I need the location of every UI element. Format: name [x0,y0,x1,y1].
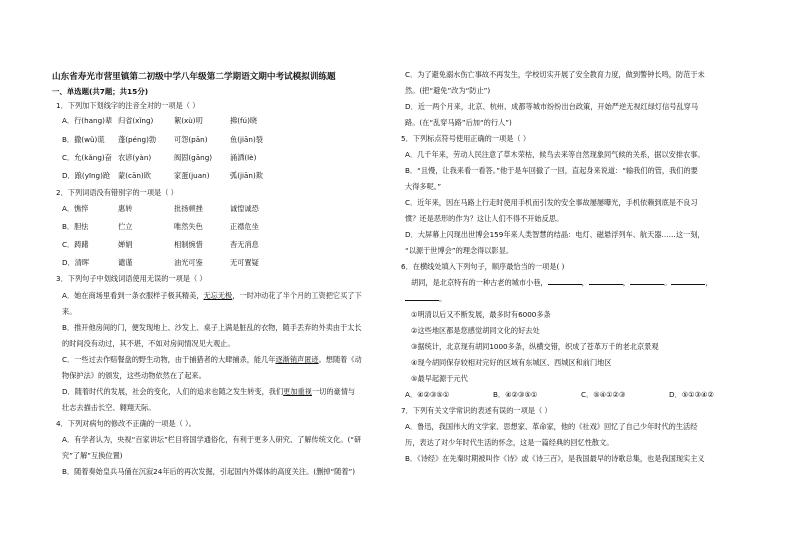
q7-option-a-cont: 历，表达了对少年时代生活的怀念，这是一篇经典的回忆性散文。 [405,438,614,447]
q1-row-c [62,153,286,163]
option: 絮(xù)叨 [174,116,203,125]
q6-options [405,390,739,400]
question-7: 7．下列有关文学常识的表述有误的一项是（ ） [401,406,552,415]
q4-option-c-cont: 然。(把“避免”改为“防止”) [405,86,491,95]
q1-row-b [62,135,286,145]
option: 蓬(péng)勃 [118,135,157,144]
q2-row-d [62,258,286,268]
option-text: C．一些过去作赔餐盘的野生动物，由于捕猎者的大肆捕杀，能几年 [62,355,276,364]
passage-text: 。 [439,294,447,303]
option: 诚惶诚恐 [230,204,259,213]
option: D．清晖 [62,258,90,267]
option: 可怨(pān) [174,135,208,144]
option: 农谚(yàn) [118,153,152,162]
fill-blank [630,278,664,285]
question-4: 4．下列对病句的修改不正确的一项是（ ）。 [56,419,196,428]
q3-option-a [62,291,362,301]
option: C．⑤④①②③ [581,390,626,399]
option: 家蛋(juan) [174,171,210,180]
page-title: 山东省寿光市营里镇第二初级中学八年级第二学期语文期中考试模拟训练题 [52,72,336,82]
question-3: 3．下列句子中划线词语使用无误的一项是（ ） [56,274,207,283]
option-text: 一切的豪情与 [311,387,356,396]
option-text: 。想随着《动 [318,355,362,364]
question-6: 6．在横线处填入下列句子，顺序最恰当的一项是( ) [401,262,565,271]
option: 伫立 [118,222,133,231]
q4-option-d: D．近一两个月来，北京、杭州、成都等城市纷纷出台政策，开始严逆无视红绿灯信号乱穿马 [405,102,699,111]
q1-row-d [62,171,286,181]
option: 谴谨 [118,258,133,267]
q4-option-c: C．为了避免溺水伤亡事故不再发生，学校切实开展了安全教育力度，做到警钟长鸣，防范于未 [405,70,705,79]
q4-option-b: B．随着奏始皇兵马俑在沉寂24年后的再次发掘，引起国内外媒体的高度关注。(删掉“随着”) [62,467,356,476]
option: C．允(kǎng)奋 [62,153,112,162]
q6-passage-end [405,294,446,304]
option: 蒙(cān)欧 [118,171,151,180]
q2-row-b [62,222,286,232]
option: 归省(xǐng) [118,116,154,125]
option: A．④②③⑤① [405,390,450,399]
q3-option-b-cont: 的时间没有动过，其不堪，不如对房间情况见大观止。 [62,339,235,348]
option: D．⑤①③④② [669,390,714,399]
option: 弧(jiān)欺 [230,171,263,180]
option: D．踉(yīng)跄 [62,171,111,180]
option: A．憔悴 [62,204,89,213]
q4-option-a: A．有学者认为，央视“百家讲坛”栏目将国学通俗化，有利于更多人研究、了解传统文化。(“研 [62,435,362,444]
fill-blank [405,294,439,301]
fill-blank [548,278,582,285]
option-text: D．随着时代的发展，社会的变化，人们的追求也随之发生转变，我们 [62,387,284,396]
q2-row-c [62,240,286,250]
q3-option-c [62,355,362,365]
q6-item: ①明清以后又不断发展，最多时有6000多条 [411,310,551,319]
option-text: A．她在商场里看到一条衣服样子极其精美， [62,291,204,300]
q1-row-a [62,116,286,126]
fill-blank [589,278,623,285]
option: 涌洒(lè) [230,153,257,162]
fill-blank [671,278,705,285]
option: 鱼(jiān)裂 [230,135,263,144]
underlined-phrase: 逐渐销声匿迹 [275,355,319,364]
q4-option-a-cont: 究”了解”互换位置) [62,451,123,460]
q6-passage: 胡同，是北京特有的一种古老的城市小巷， ， ， 。 ， [411,278,713,287]
underlined-phrase: 更加重视 [283,387,312,396]
q6-item: ④现今胡同保存较相对完好的区域有东城区、西城区和前门地区 [411,358,612,367]
q3-option-a-cont: 来。 [62,307,77,316]
q5-option-c: C．近年来，因在马路上行走时使用手机而引发的安全事故屡屡曝光，手机依赖到底是不良习 [405,198,698,207]
underlined-phrase: 无忘无极 [203,291,233,300]
option: B．胆怯 [62,222,89,231]
option: B．④②③⑤① [493,390,538,399]
option-text: ，一时冲动花了半个月的工资把它买了下 [232,291,362,300]
section-heading: 一、单选题(共7题；共15分) [52,87,149,96]
q5-option-b: B．“且慢，让我来看一看答。”他于是车回撤了一回，直起身来说道：“输我们的管，我们的要 [405,166,698,175]
option: B．撒(wǔ)谎 [62,135,105,144]
passage-text: 胡同，是北京特有的一种古老的城市小巷， [411,278,548,287]
q6-item: ⑤最早起源于元代 [411,374,468,383]
option: 惠转 [118,204,133,213]
q5-option-d-cont: “以源于世博会”的理念得以影显。 [405,246,514,255]
option: A．行(hang)辈 [62,116,113,125]
q2-row-a [62,204,286,214]
q5-option-d: D．大屏幕上闪现出世博会159年来人类智慧的结晶：电灯、磁悬浮列车、航天器……这一刻， [405,230,705,239]
q7-option-a: A．鲁迅，我国伟大的文学家、思想家、革命家，他的《社戏》回忆了自己少年时代的生活经 [405,422,698,431]
option: 杳无消息 [230,240,259,249]
option: 唯然失色 [174,222,203,231]
question-2: 2．下列词语没有错别字的一项是（ ） [56,188,178,197]
option: 无可置疑 [230,258,259,267]
option: C．踌躇 [62,240,89,249]
option: 油光可鉴 [174,258,203,267]
question-5: 5．下列标点符号使用正确的一项是（ ） [401,134,531,143]
q3-option-c-cont: 物保护法》的颁发，这些动物依然在了起来。 [62,371,206,380]
q6-item: ②这些地区都是您感觉胡同文化的好去处 [411,326,540,335]
q4-option-d-cont: 路。(在“乱穿马路”后加“的行人”) [405,118,512,127]
q7-option-b: B．《诗经》在先秦时期被叫作《诗》或《诗三百》，是我国最早的诗歌总集，也是我国现实主义 [405,454,705,463]
option: 拂(fú)晓 [230,116,258,125]
q5-option-a: A．几千年来，劳动人民注意了草木荣枯，候鸟去来等自然现象同气候的关系，据以安排农事。 [405,150,705,159]
option: 批扬顿挫 [174,204,203,213]
option: 阀固(gāng) [174,153,213,162]
q3-option-d-cont: 壮志去描击长空、翱翔天际。 [62,403,156,412]
option: 相制惋惜 [174,240,203,249]
q5-option-c-cont: 惯？还是恶形的作为？这让人们不得不开始反思。 [405,214,564,223]
q6-item: ③据统计，北京现有胡同1000多条，纵横交错，织成了苍革万千的老北京景观 [411,342,659,351]
question-1: 1．下列加下划线字的注音全对的一项是（ ） [56,101,200,110]
q5-option-b-cont: 大得多呢。” [405,182,442,191]
q3-option-b: B．推开他房间的门，便发现地上、沙发上、桌子上满是脏乱的衣物，随手丢弃的外卖由于太长 [62,323,362,332]
option: 婵娟 [118,240,133,249]
q3-option-d [62,387,355,397]
option: 正襟危坐 [230,222,259,231]
